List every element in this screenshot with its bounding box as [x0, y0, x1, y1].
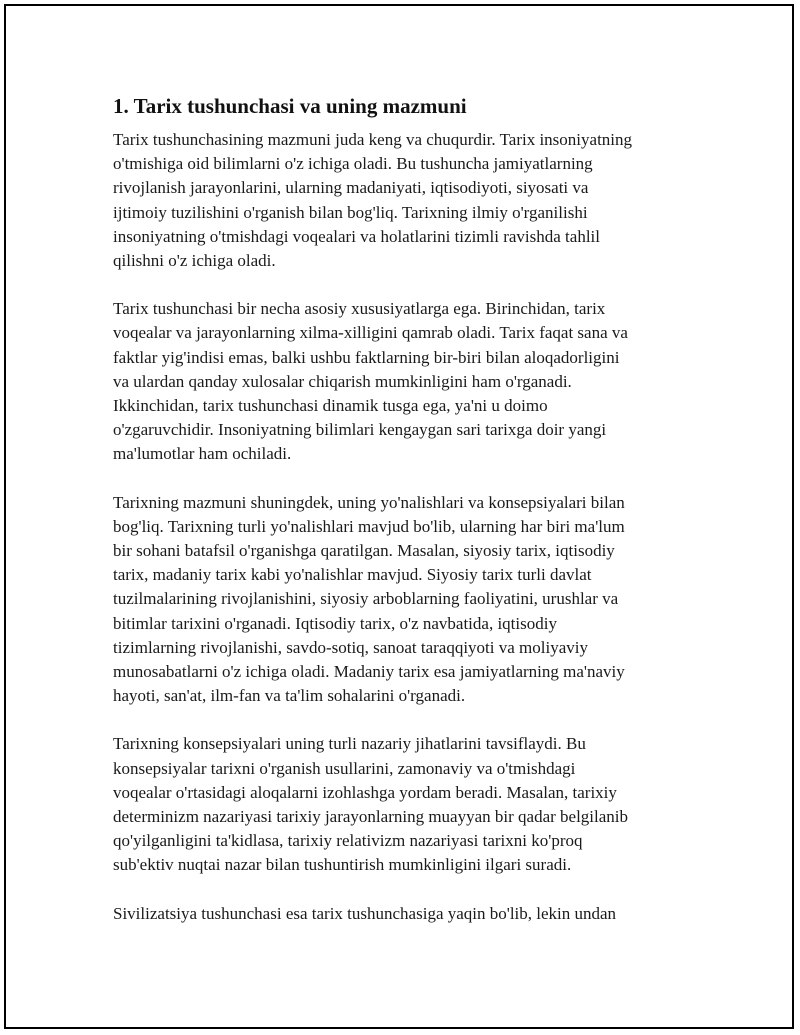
paragraph-4: Tarixning konsepsiyalari uning turli nazariy jihatlarini tavsiflaydi. Bu konsepsiyalar tarixni o'rganish usullarini, zamonaviy va o'tmishdagi voqealar o'rtasidagi aloqalarni izohlashga yordam beradi. Masalan, tarixiy determinizm nazariyasi tarixiy jarayonlarning muayyan bir qadar belgilanib qo'yilganligini ta'kidlasa, tarixiy relativizm nazariyasi tarixni ko'proq sub'ektiv nuqtai nazar bilan tushuntirish mumkinligini ilgari suradi.	[113, 734, 629, 875]
paragraph-1: Tarix tushunchasining mazmuni juda keng va chuqurdir. Tarix insoniyatning o'tmishiga oid bilimlarni o'z ichiga oladi. Bu tushuncha jamiyatlarning rivojlanish jarayonlarini, ularning madaniyati, iqtisodiyoti, siyosati va ijtimoiy tuzilishini o'rganish bilan bog'liq. Tarixning ilmiy o'rganilishi insoniyatning o'tmishdagi voqealari va holatlarini tizimli ravishda tahlil qilishni o'z ichiga oladi.	[113, 130, 633, 271]
document-body	[113, 88, 693, 950]
section-heading: 1. Tarix tushunchasi va uning mazmuni	[113, 94, 467, 118]
paragraph-5: Sivilizatsiya tushunchasi esa tarix tushunchasiga yaqin bo'lib, lekin undan	[113, 903, 617, 923]
paragraph-3: Tarixning mazmuni shuningdek, uning yo'nalishlari va konsepsiyalari bilan bog'liq. Tarixning turli yo'nalishlari mavjud bo'lib, ularning har biri ma'lum bir sohani batafsil o'rganishga qaratilgan. Masalan, siyosiy tarix, iqtisodiy tarix, madaniy tarix kabi yo'nalishlar mavjud. Siyosiy tarix turli davlat tuzilmalarining rivojlanishini, siyosiy arboblarning faoliyatini, urushlar va bitimlar tarixini o'rganadi. Iqtisodiy tarix, o'z navbatida, iqtisodiy tizimlarning rivojlanishi, savdo-sotiq, sanoat taraqqiyoti va moliyaviy munosabatlarni o'z ichiga oladi. Madaniy tarix esa jamiyatlarning ma'naviy hayoti, san'at, ilm-fan va ta'lim sohalarini o'rganadi.	[113, 492, 625, 706]
paragraph-2: Tarix tushunchasi bir necha asosiy xususiyatlarga ega. Birinchidan, tarix voqealar va jarayonlarning xilma-xilligini qamrab oladi. Tarix faqat sana va faktlar yig'indisi emas, balki ushbu faktlarning bir-biri bilan aloqadorligini va ulardan qanday xulosalar chiqarish mumkinligini ham o'rganadi. Ikkinchidan, tarix tushunchasi dinamik tusga ega, ya'ni u doimo o'zgaruvchidir. Insoniyatning bilimlari kengaygan sari tarixga doir yangi ma'lumotlar ham ochiladi.	[113, 299, 628, 464]
